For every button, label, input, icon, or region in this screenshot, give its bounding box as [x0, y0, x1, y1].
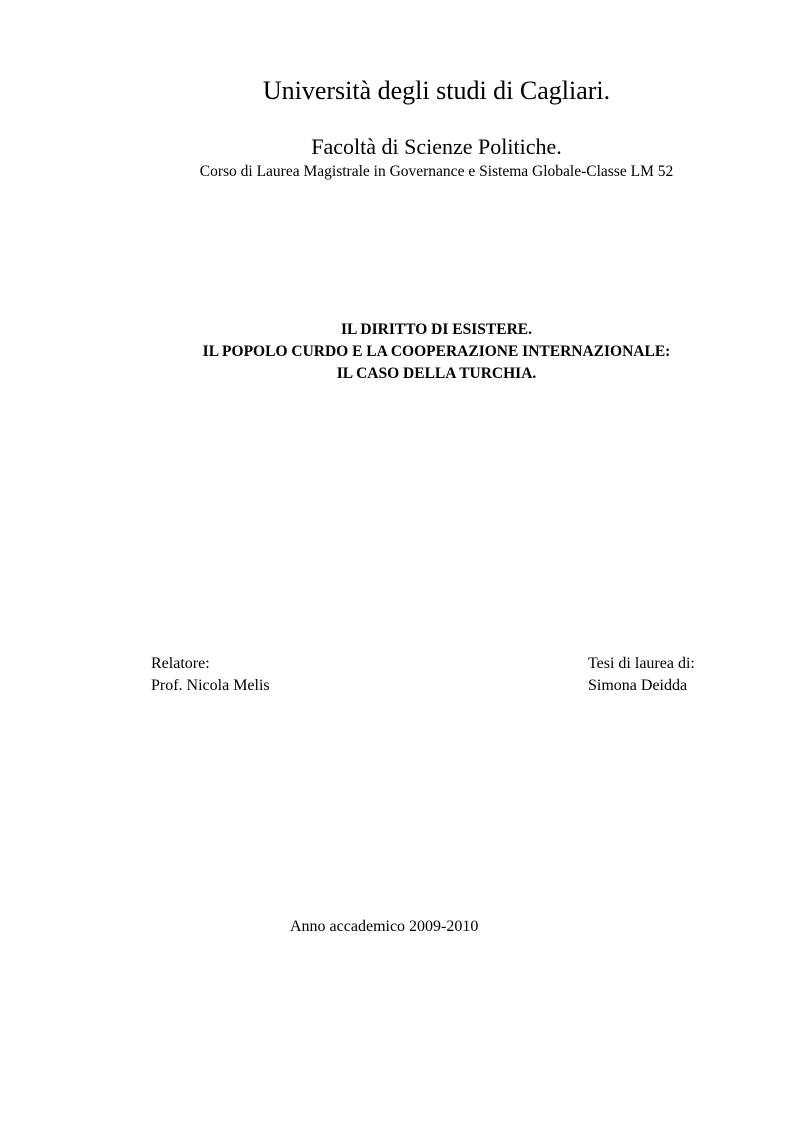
- thesis-title-line-2: IL POPOLO CURDO E LA COOPERAZIONE INTERNAZIONALE:: [202, 343, 671, 360]
- faculty-name: Facoltà di Scienze Politiche.: [311, 134, 562, 159]
- supervisor-name: Prof. Nicola Melis: [151, 677, 270, 694]
- course-name: Corso di Laurea Magistrale in Governance e Sistema Globale-Classe LM 52: [199, 163, 674, 180]
- university-name: Università degli studi di Cagliari.: [262, 76, 611, 105]
- academic-year: Anno accademico 2009-2010: [290, 918, 479, 935]
- thesis-title-line-1: IL DIRITTO DI ESISTERE.: [341, 321, 532, 338]
- author-label: Tesi di laurea di:: [588, 655, 695, 672]
- thesis-title-line-3: IL CASO DELLA TURCHIA.: [336, 365, 537, 382]
- supervisor-label: Relatore:: [151, 655, 210, 672]
- thesis-title: [40, 319, 793, 385]
- author-name: Simona Deidda: [588, 677, 688, 694]
